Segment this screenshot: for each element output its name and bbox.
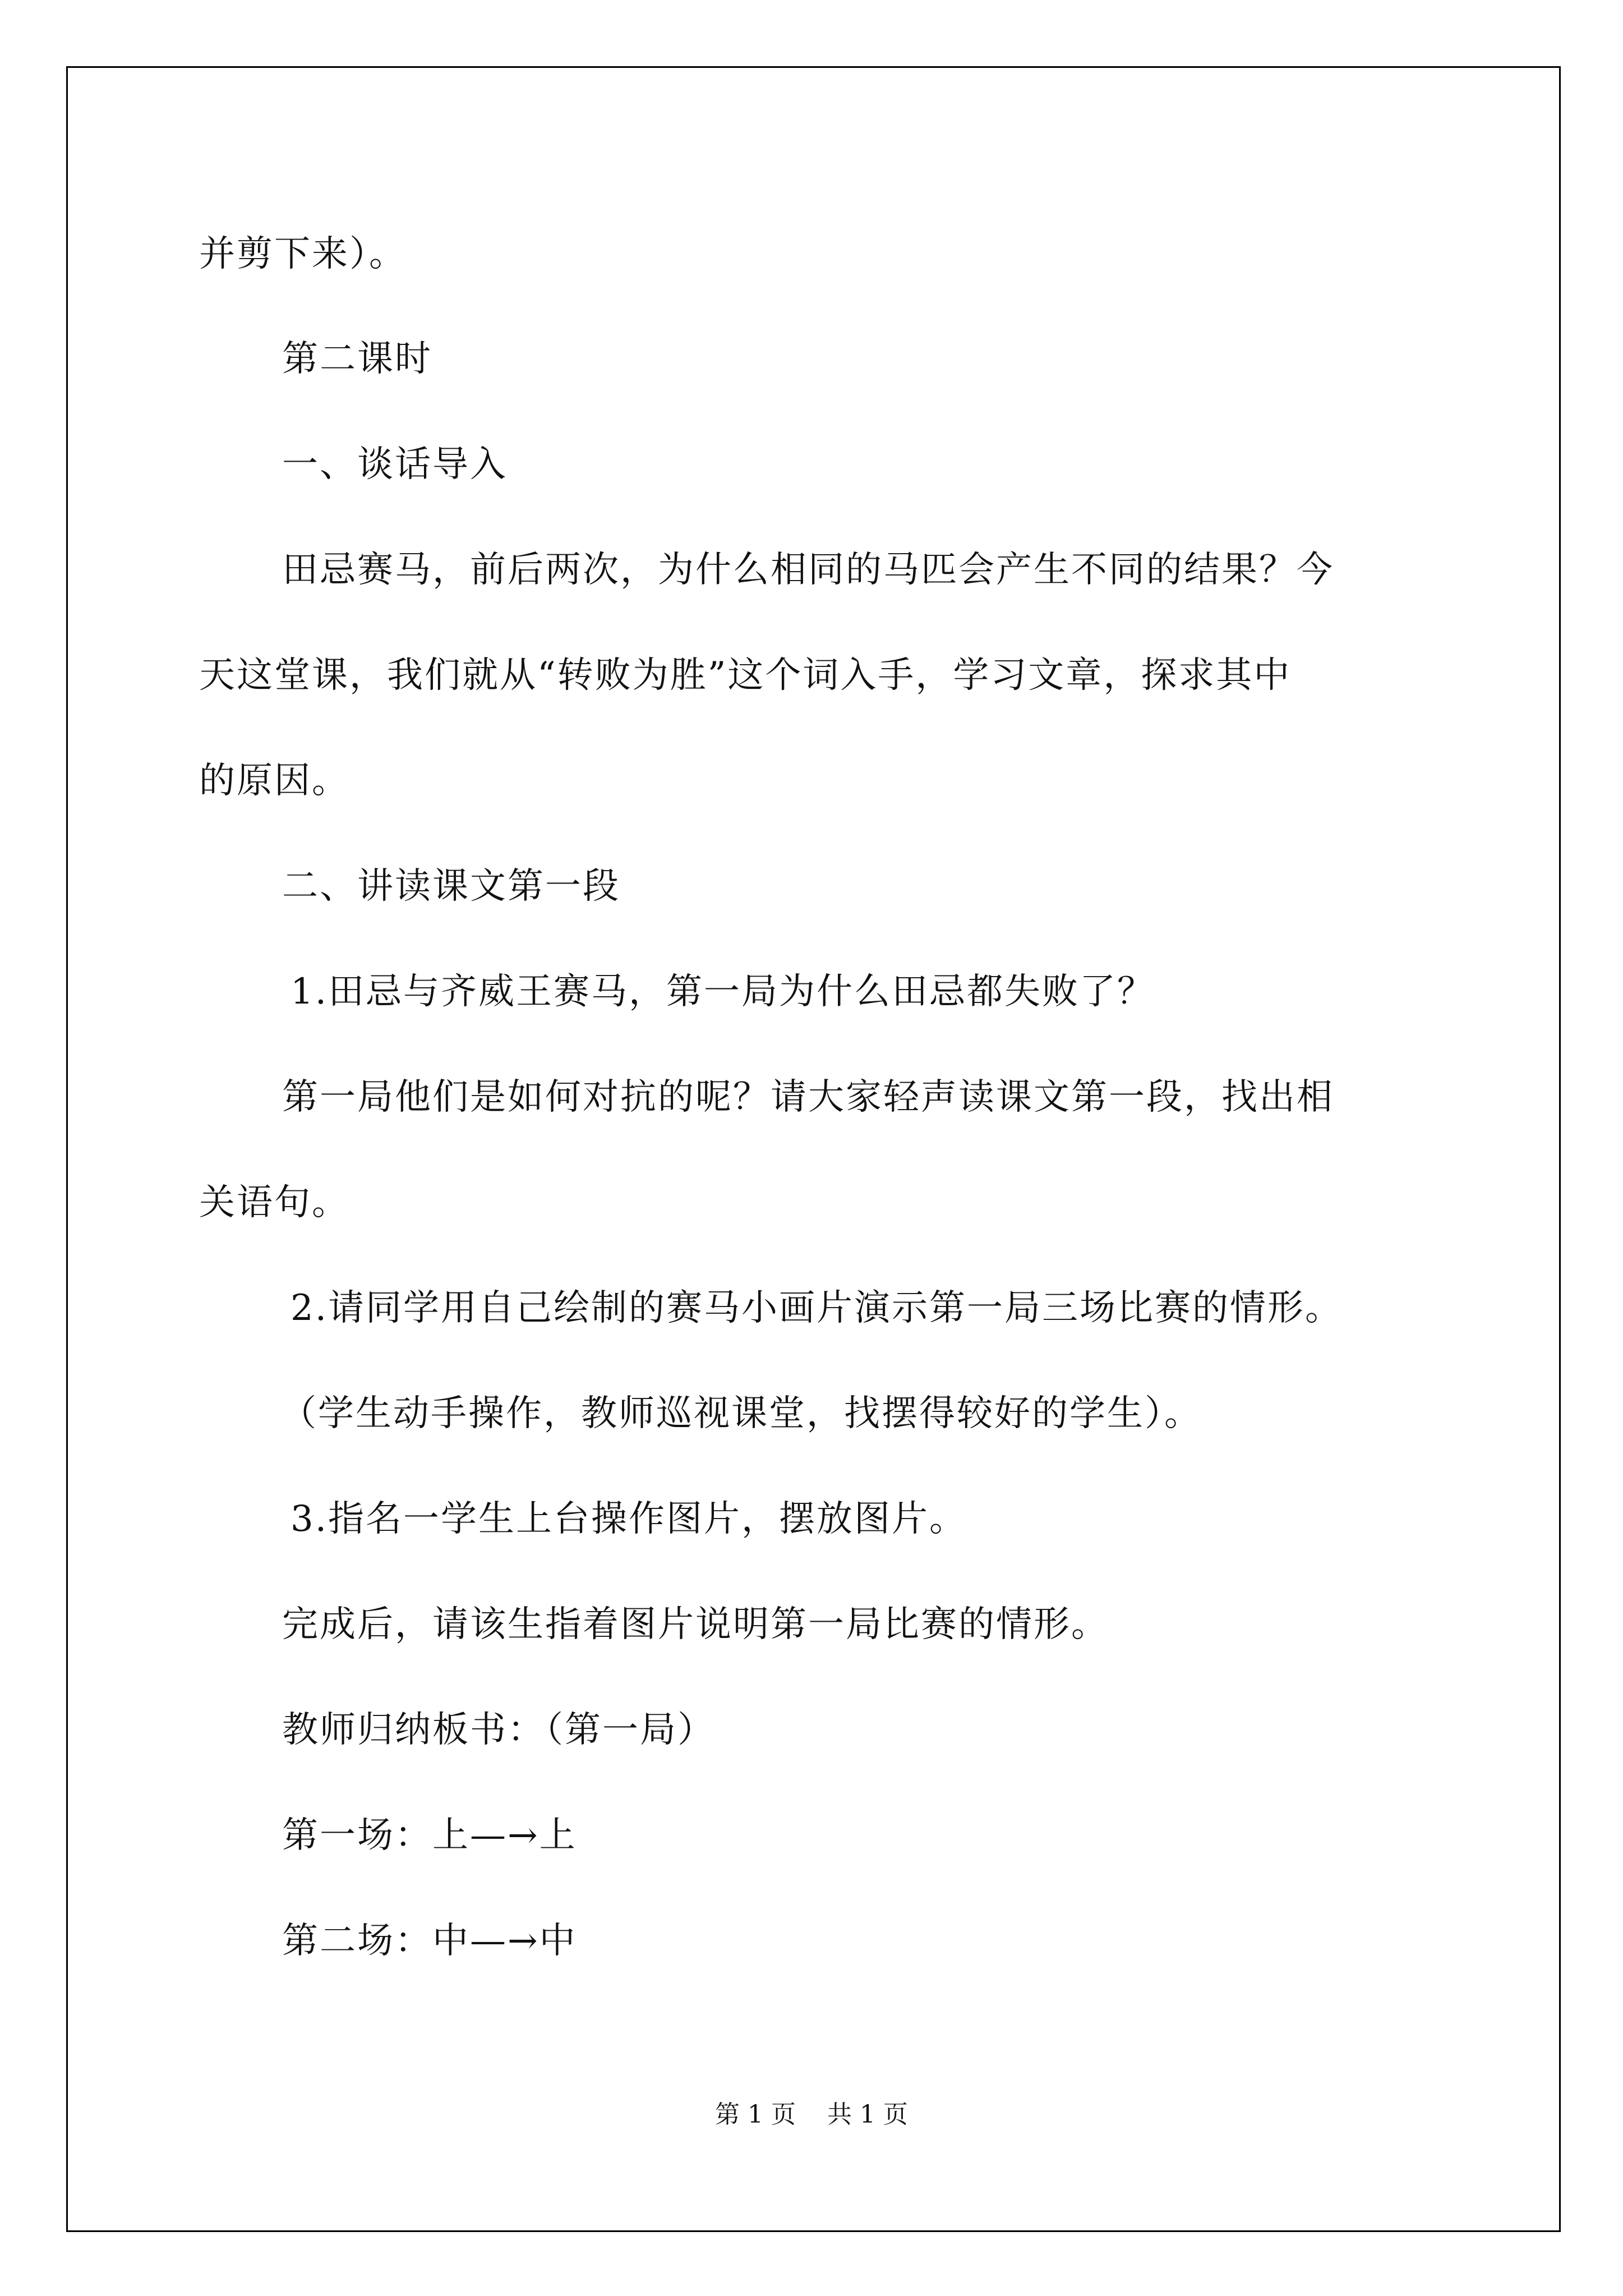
item-1: 1.田忌与齐威王赛马，第一局为什么田忌都失败了？: [291, 971, 1155, 1013]
paragraph-intro-line-3: 的原因。: [199, 760, 349, 802]
match-2-row: 第二场：中—→中: [282, 1920, 577, 1962]
section-heading-lesson-2: 第二课时: [282, 338, 432, 380]
item-3: 3.指名一学生上台操作图片，摆放图片。: [291, 1498, 967, 1540]
blackboard-summary-heading: 教师归纳板书：（第一局）: [282, 1709, 715, 1751]
match-1-row: 第一场：上—→上: [282, 1815, 577, 1856]
text-line-continuation: 并剪下来）。: [199, 233, 407, 275]
paragraph-round-1-line-1: 第一局他们是如何对抗的呢？请大家轻声读课文第一段，找出相: [282, 1076, 1334, 1118]
heading-part-two: 二、讲读课文第一段: [282, 866, 620, 907]
page-border: [66, 66, 1561, 2232]
item-2: 2.请同学用自己绘制的赛马小画片演示第一局三场比赛的情形。: [291, 1287, 1343, 1329]
paragraph-after-completion: 完成后，请该生指着图片说明第一局比赛的情形。: [282, 1604, 1109, 1645]
paragraph-intro-line-2: 天这堂课，我们就从“转败为胜”这个词入手，学习文章，探求其中: [199, 655, 1292, 696]
paragraph-intro-line-1: 田忌赛马，前后两次，为什么相同的马匹会产生不同的结果？今: [282, 549, 1334, 591]
heading-introduction: 一、谈话导入: [282, 444, 508, 485]
paragraph-round-1-line-2: 关语句。: [199, 1182, 349, 1223]
page-number-footer: 第 1 页 共 1 页: [715, 2100, 908, 2129]
note-student-activity: （学生动手操作，教师巡视课堂，找摆得较好的学生）。: [280, 1393, 1202, 1434]
